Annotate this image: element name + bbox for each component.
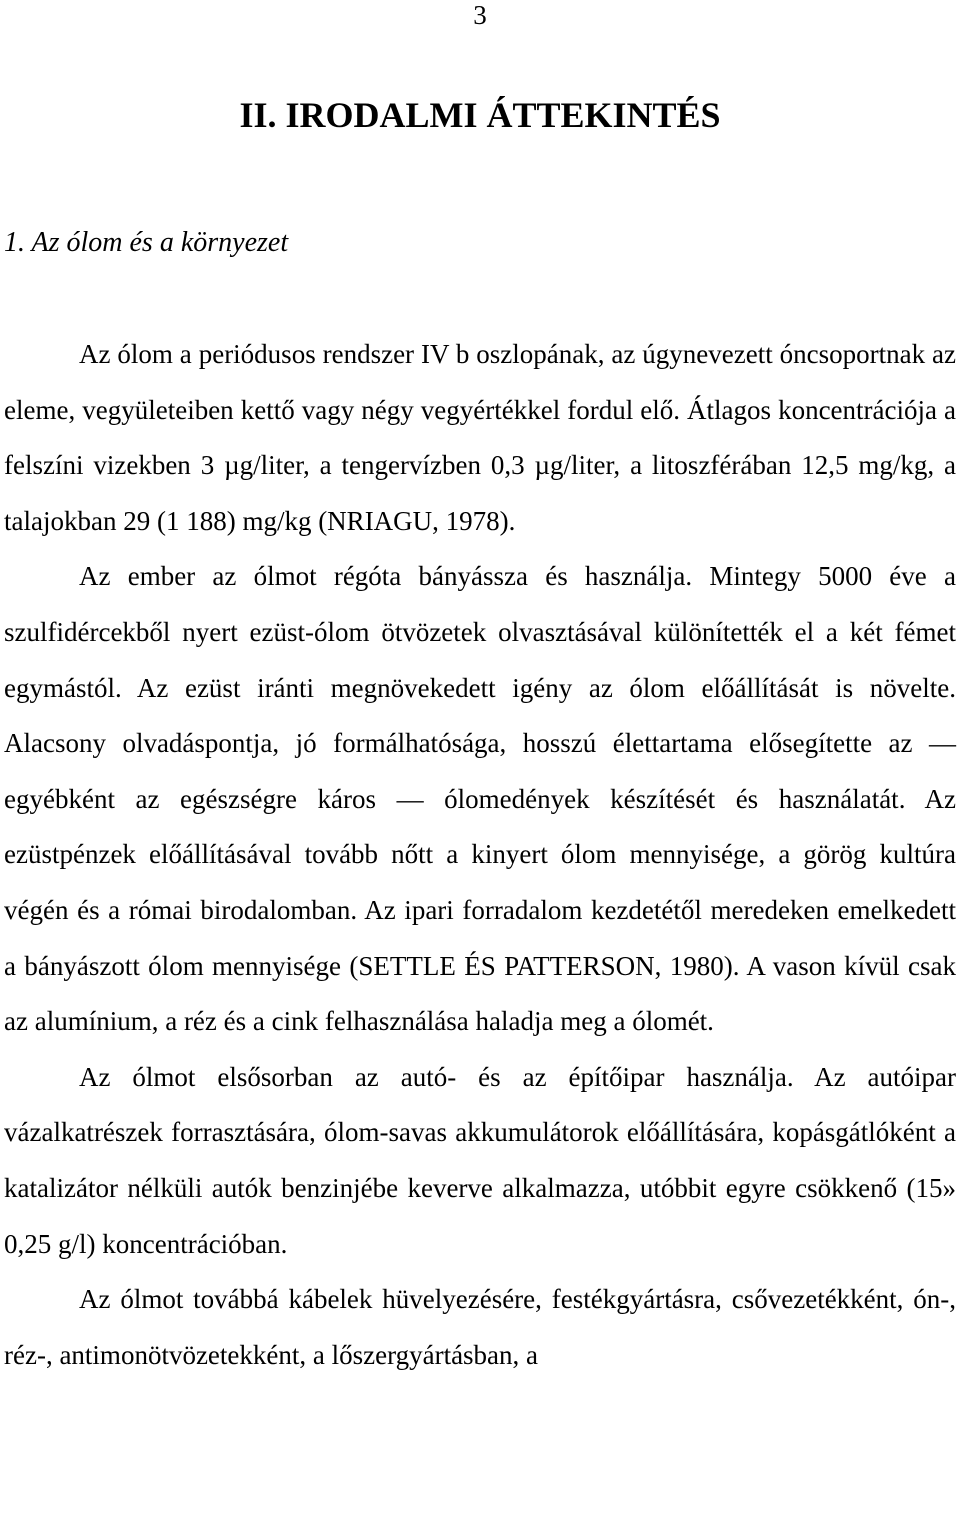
section-title: 1. Az ólom és a környezet xyxy=(4,227,289,258)
page-number: 3 xyxy=(473,0,487,30)
paragraph: Az ólmot elsősorban az autó- és az építőipar használja. Az autóipar vázalkatrészek forrasztására, ólom-savas akkumulátorok előállítására, kopásgátlóként a katalizátor nélküli autók benzinjébe keverve alkalmazza, utóbbit egyre csökkenő (15» 0,25 g/l) koncentrációban. xyxy=(4,1061,956,1259)
chapter-title: II. IRODALMI ÁTTEKINTÉS xyxy=(239,95,721,135)
paragraph: Az ólom a periódusos rendszer IV b oszlopának, az úgynevezett óncsoportnak az eleme, vegyületeiben kettő vagy négy vegyértékkel fordul elő. Átlagos koncentrációja a felszíni vizekben 3 µg/liter, a tengervízben 0,3 µg/liter, a litoszférában 12,5 mg/kg, a talajokban 29 (1 188) mg/kg (NRIAGU, 1978). xyxy=(4,339,956,536)
paragraph: Az ember az ólmot régóta bányássza és használja. Mintegy 5000 éve a szulfidércekből nyert ezüst-ólom ötvözetek olvasztásával különítették el a két fémet egymástól. Az ezüst iránti megnövekedett igény az ólom előállítását is növelte. Alacsony olvadáspontja, jó formálhatósága, hosszú élettartama elősegítette az — egyébként az egészségre káros — ólomedények készítését és használatát. Az ezüstpénzek előállításával tovább nőtt a kinyert ólom mennyisége, a görög kultúra végén és a római birodalomban. Az ipari forradalom kezdetétől meredeken emelkedett a bányászott ólom mennyisége (SETTLE ÉS PATTERSON, 1980). A vason kívül csak az alumínium, a réz és a cink felhasználása haladja meg a ólomét. xyxy=(4,561,956,1037)
paragraph: Az ólmot továbbá kábelek hüvelyezésére, festékgyártásra, csővezetékként, ón-, réz-, antimonötvözetekként, a lőszergyártásban, a xyxy=(4,1284,956,1370)
body-text xyxy=(4,327,956,1383)
